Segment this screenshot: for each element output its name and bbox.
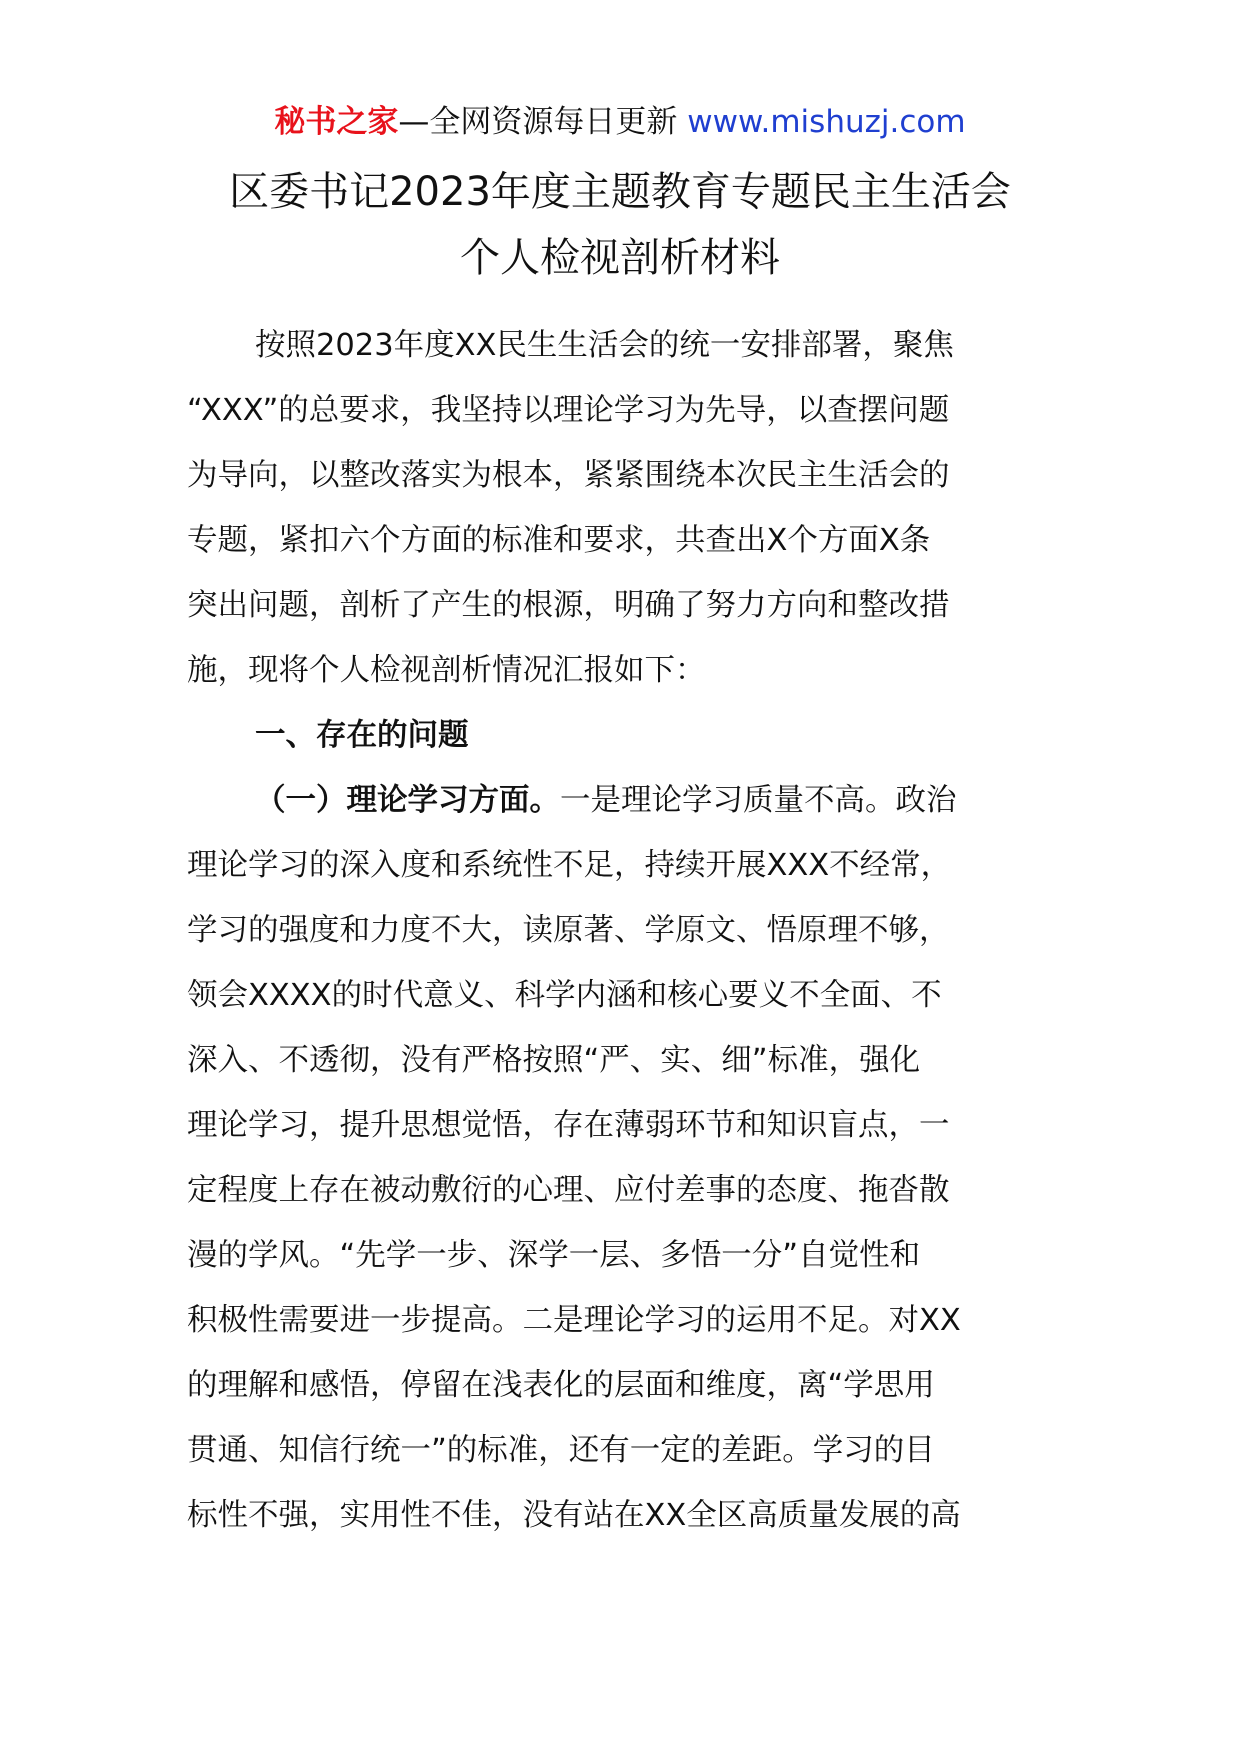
paragraph-line: 的理解和感悟，停留在浅表化的层面和维度，离“学思用 [187,1368,935,1403]
header-slogan: —全网资源每日更新 [398,104,678,140]
paragraph-line: 突出问题，剖析了产生的根源，明确了努力方向和整改措 [187,588,950,623]
section-heading: 一、存在的问题 [255,718,469,753]
paragraph-line: 理论学习，提升思想觉悟，存在薄弱环节和知识盲点，一 [187,1108,950,1143]
paragraph-line: 漫的学风。“先学一步、深学一层、多悟一分”自觉性和 [187,1238,921,1273]
brand-name: 秘书之家 [274,104,399,140]
paragraph-line: 按照2023年度XX民生生活会的统一安排部署，聚焦 [255,328,954,363]
document-title-line-1: 区委书记2023年度主题教育专题民主生活会 [229,169,1011,215]
paragraph-line: 学习的强度和力度不大，读原著、学原文、悟原理不够， [187,913,950,948]
site-url-link[interactable]: www.mishuzj.com [687,104,966,140]
paragraph-line: 专题，紧扣六个方面的标准和要求，共查出X个方面X条 [187,523,931,558]
subsection-first-line [187,768,1057,833]
paragraph-line: 定程度上存在被动敷衍的心理、应付差事的态度、拖沓散 [187,1173,950,1208]
paragraph-line: 积极性需要进一步提高。二是理论学习的运用不足。对XX [187,1303,961,1338]
paragraph-line: 标性不强，实用性不佳，没有站在XX全区高质量发展的高 [187,1498,961,1533]
paragraph-line: 贯通、知信行统一”的标准，还有一定的差距。学习的目 [187,1433,935,1468]
paragraph-line: 领会XXXX的时代意义、科学内涵和核心要义不全面、不 [187,978,942,1013]
paragraph-line: 为导向，以整改落实为根本，紧紧围绕本次民主生活会的 [187,458,950,493]
subsection-label: （一）理论学习方面。 [255,783,560,818]
paragraph-line: 施，现将个人检视剖析情况汇报如下： [187,653,706,688]
paragraph-line: 深入、不透彻，没有严格按照“严、实、细”标准，强化 [187,1043,921,1078]
document-title-line-2: 个人检视剖析材料 [460,235,780,281]
paragraph-line: 理论学习的深入度和系统性不足，持续开展XXX不经常， [187,848,952,883]
subsection-text: 一是理论学习质量不高。政治 [560,783,957,818]
document-body [187,313,1057,1548]
site-header [0,100,1240,144]
paragraph-line: “XXX”的总要求，我坚持以理论学习为先导，以查摆问题 [187,393,950,428]
